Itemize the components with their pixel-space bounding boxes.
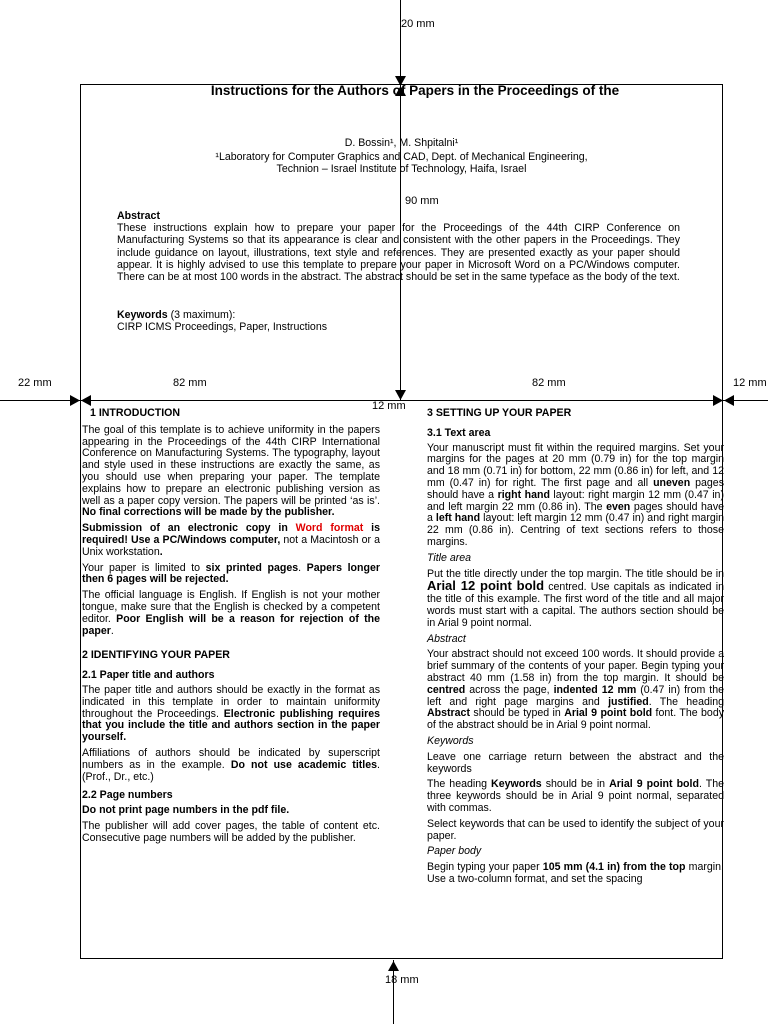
intro-paragraph-3: Your paper is limited to six printed pages. Papers longer then 6 pages will be rejected. <box>82 561 380 586</box>
keywords-paragraph-1: Leave one carriage return between the abstract and the keywords <box>427 750 724 775</box>
left-column <box>82 408 380 849</box>
abstract-heading: Abstract <box>117 210 160 222</box>
keywords-paragraph-3: Select keywords that can be used to identify the subject of your paper. <box>427 817 724 842</box>
keywords-paragraph-2: The heading Keywords should be in Arial 9 point bold. The three keywords should be in Arial 9 point normal, separated with commas. <box>427 778 724 814</box>
dim-title-area: 90 mm <box>405 195 439 207</box>
section-2-heading: 2 IDENTIFYING YOUR PAPER <box>82 649 230 662</box>
keywords-text: CIRP ICMS Proceedings, Paper, Instructions <box>117 321 328 334</box>
intro-paragraph-2: Submission of an electronic copy in Word format is required! Use a PC/Windows computer, not a Macintosh or a Unix workstation. <box>82 522 381 558</box>
keywords-subheading: Keywords <box>427 734 474 747</box>
arrow-down-icon <box>395 390 406 400</box>
text-area-paragraph: Your manuscript must fit within the required margins. Set your margins for the pages at 20 mm (0.79 in) for the top margin and 18 mm (0.71 in) for bottom, 22 mm (0.86 in) for left, and 12 mm (0.47 in) for right. The first page and all uneven pages should have a right hand layout: right margin 12 mm (0.47 in) and left margin 22 mm (0.86 in). The even pages should have a left hand layout: left margin 12 mm (0.47 in) and right margin 22 mm (0.86 in). Centring of text sections refers to those margins. <box>427 441 725 548</box>
title-area-paragraph: Put the title directly under the top margin. The title should be in Arial 12 point bold centred. Use capitals as indicated in the title of this example. The first word of the title and all major words must start with a capital. The authors section should be in Arial 9 point normal. <box>427 567 724 629</box>
abstract-subheading: Abstract <box>427 632 466 645</box>
section-2-2-heading: 2.2 Page numbers <box>82 789 173 802</box>
arrow-up-icon <box>388 961 399 971</box>
right-column <box>427 408 724 890</box>
word-format-highlight: Word format <box>295 522 364 535</box>
dim-col-right: 82 mm <box>532 377 566 389</box>
section-2-1-heading: 2.1 Paper title and authors <box>82 669 215 682</box>
arrow-right-icon <box>70 395 80 406</box>
arrow-left-icon <box>724 395 734 406</box>
dim-left: 22 mm <box>18 377 52 389</box>
title-area-heading: Title area <box>427 551 472 564</box>
paper-body-paragraph: Begin typing your paper 105 mm (4.1 in) from the top margin. Use a two-column format, and set the spacing <box>427 861 724 885</box>
abstract-text: These instructions explain how to prepare your paper for the Proceedings of the 44th CIRP Conference on Manufacturing Systems so that its appearance is clear and consistent with the other papers in the Proceedings. They include guidance on layout, illustrations, text style and references. They are presented exactly as your paper should appear. It is highly advised to use this template to prepare your paper in Microsoft Word on a PC/Windows computer. There can be at most 100 words in the abstract. The abstract should be set in the same typeface as the body of the text. <box>117 222 680 284</box>
arrow-left-icon <box>81 395 91 406</box>
dim-top: 20 mm <box>401 18 435 30</box>
center-vertical-line <box>400 0 401 400</box>
keywords-heading-line <box>117 309 680 321</box>
abstract-section <box>117 210 680 283</box>
page-numbers-paragraph-2: The publisher will add cover pages, the table of content etc. Consecutive page numbers will be added by the publisher. <box>82 819 380 844</box>
intro-paragraph-1: The goal of this template is to achieve uniformity in the papers appearing in the Proceedings of the 44th CIRP International Conference on Manufacturing Systems. The typography, layout and style used in these instructions are exactly the same, as you should use when preparing your paper. The template explains how to prepare an electronic publishing version as well as a paper copy version. The papers will be printed ‘as is’. No final corrections will be made by the publisher. <box>82 423 380 519</box>
section-3-heading: 3 SETTING UP YOUR PAPER <box>427 407 572 419</box>
affiliation-line-2: Technion – Israel Institute of Technology, Haifa, Israel <box>276 163 527 175</box>
arrow-right-icon <box>713 395 723 406</box>
page-numbers-paragraph-1: Do not print page numbers in the pdf file. <box>82 804 290 817</box>
title-authors-paragraph-2: Affiliations of authors should be indicated by superscript numbers as in the example. Do not use academic titles. (Prof., Dr., etc.) <box>82 746 380 783</box>
dim-col-left: 82 mm <box>173 377 207 389</box>
section-3-1-heading: 3.1 Text area <box>427 426 491 439</box>
section-1-heading: 1 INTRODUCTION <box>90 407 181 419</box>
keywords-heading: Keywords <box>117 309 168 321</box>
keywords-section <box>117 309 680 333</box>
page-title: Instructions for the Authors of Papers in the Proceedings of the <box>210 83 620 98</box>
affiliation-line-1: ¹Laboratory for Computer Graphics and CAD, Dept. of Mechanical Engineering, <box>215 151 588 163</box>
dim-gutter: 12 mm <box>372 400 406 412</box>
dim-right: 12 mm <box>733 377 767 389</box>
dim-bottom: 18 mm <box>385 974 419 986</box>
keywords-note: (3 maximum): <box>167 309 236 321</box>
intro-paragraph-4: The official language is English. If English is not your mother tongue, make sure that the English is checked by a competent editor. Poor English will be a reason for rejection of the paper. <box>82 589 381 637</box>
paper-body-heading: Paper body <box>427 845 482 858</box>
abstract-guidance-paragraph: Your abstract should not exceed 100 words. It should provide a brief summary of the contents of your paper. Begin typing your abstract 40 mm (1.58 in) from the top margin. It should be centred across the page, indented 12 mm (0.47 in) from the left and right page margins and justified. The heading Abstract should be typed in Arial 9 point bold font. The body of the abstract should be in Arial 9 point normal. <box>427 648 725 732</box>
authors: D. Bossin¹, M. Shpitalni¹ <box>344 137 459 149</box>
title-authors-paragraph-1: The paper title and authors should be exactly in the format as indicated in this template in order to maintain uniformity throughout the Proceedings. Electronic publishing requires that you include the title and authors section in the paper yourself. <box>82 683 380 744</box>
